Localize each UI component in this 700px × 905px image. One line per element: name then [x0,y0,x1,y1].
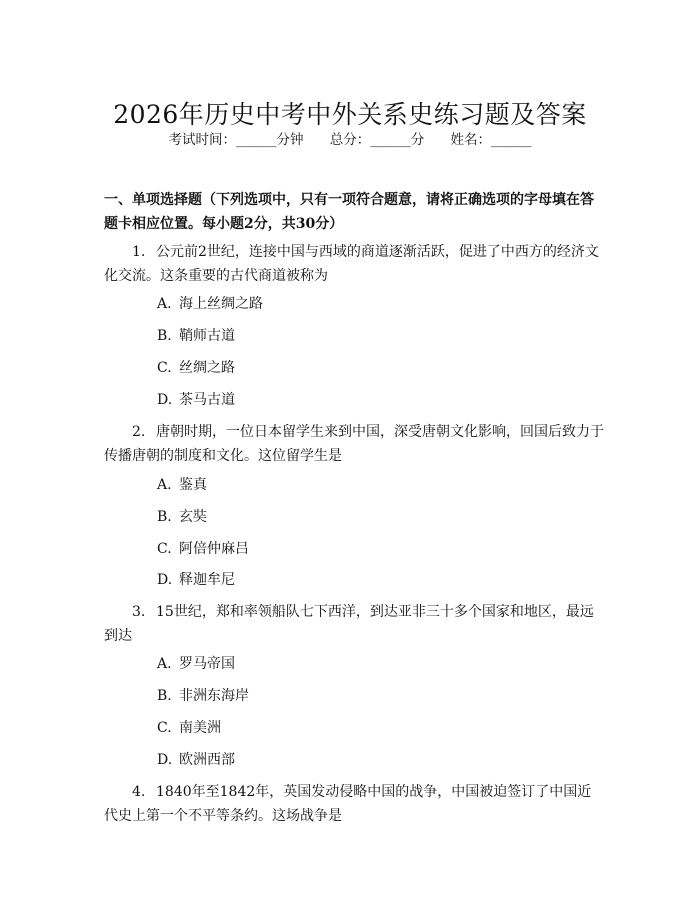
option-text: 欧洲西部 [179,752,235,768]
question-number: 3. [132,604,146,620]
question-1-option-a [157,292,597,316]
question-3-option-b [157,684,597,708]
option-letter: B. [157,688,172,704]
option-text: 玄奘 [179,509,207,525]
option-text: 非洲东海岸 [179,688,249,704]
exam-time-field: 考试时间：______分钟 [168,132,304,148]
question-3 [104,600,604,648]
question-1-option-b [157,324,597,348]
question-2-option-d [157,568,597,592]
option-text: 南美洲 [179,720,221,736]
option-letter: B. [157,509,172,525]
question-text: 公元前2世纪，连接中国与西域的商道逐渐活跃，促进了中西方的经济文化交流。这条重要的古代商道被称为 [104,244,599,284]
question-number: 4. [132,784,146,800]
question-text: 1840年至1842年，英国发动侵略中国的战争，中国被迫签订了中国近代史上第一个不平等条约。这场战争是 [104,784,592,824]
option-text: 海上丝绸之路 [179,296,263,312]
question-2-option-a [157,473,597,497]
document-title: 2026年历史中考中外关系史练习题及答案 [113,99,587,129]
question-text: 唐朝时期，一位日本留学生来到中国，深受唐朝文化影响，回国后致力于传播唐朝的制度和文化。这位留学生是 [104,424,604,464]
question-2-option-c [157,537,597,561]
option-letter: A. [157,477,172,493]
question-number: 1. [132,244,146,260]
option-letter: D. [157,392,173,408]
section-heading: 一、单项选择题（下列选项中，只有一项符合题意，请将正确选项的字母填在答题卡相应位置。每小题2分，共30分） [104,192,594,232]
option-text: 茶马古道 [179,392,235,408]
option-letter: B. [157,328,172,344]
option-letter: C. [157,360,172,376]
question-2-option-b [157,505,597,529]
question-1-option-c [157,356,597,380]
option-text: 丝绸之路 [179,360,235,376]
question-3-option-a [157,652,597,676]
question-1 [104,240,604,288]
option-letter: D. [157,572,173,588]
option-letter: C. [157,541,172,557]
question-1-option-d [157,388,597,412]
option-text: 罗马帝国 [179,656,235,672]
option-text: 鉴真 [179,477,207,493]
option-letter: A. [157,656,172,672]
total-score-field: 总分：______分 [329,132,425,148]
question-3-option-c [157,716,597,740]
option-letter: C. [157,720,172,736]
option-text: 释迦牟尼 [179,572,235,588]
question-4 [104,780,604,828]
option-letter: A. [157,296,172,312]
question-number: 2. [132,424,146,440]
question-text: 15世纪，郑和率领船队七下西洋，到达亚非三十多个国家和地区，最远到达 [104,604,594,644]
option-text: 鞘师古道 [179,328,235,344]
option-text: 阿倍仲麻吕 [179,541,249,557]
option-letter: D. [157,752,173,768]
student-name-field: 姓名：______ [450,132,532,148]
question-2 [104,420,604,468]
exam-info-row [0,128,700,152]
question-3-option-d [157,748,597,772]
